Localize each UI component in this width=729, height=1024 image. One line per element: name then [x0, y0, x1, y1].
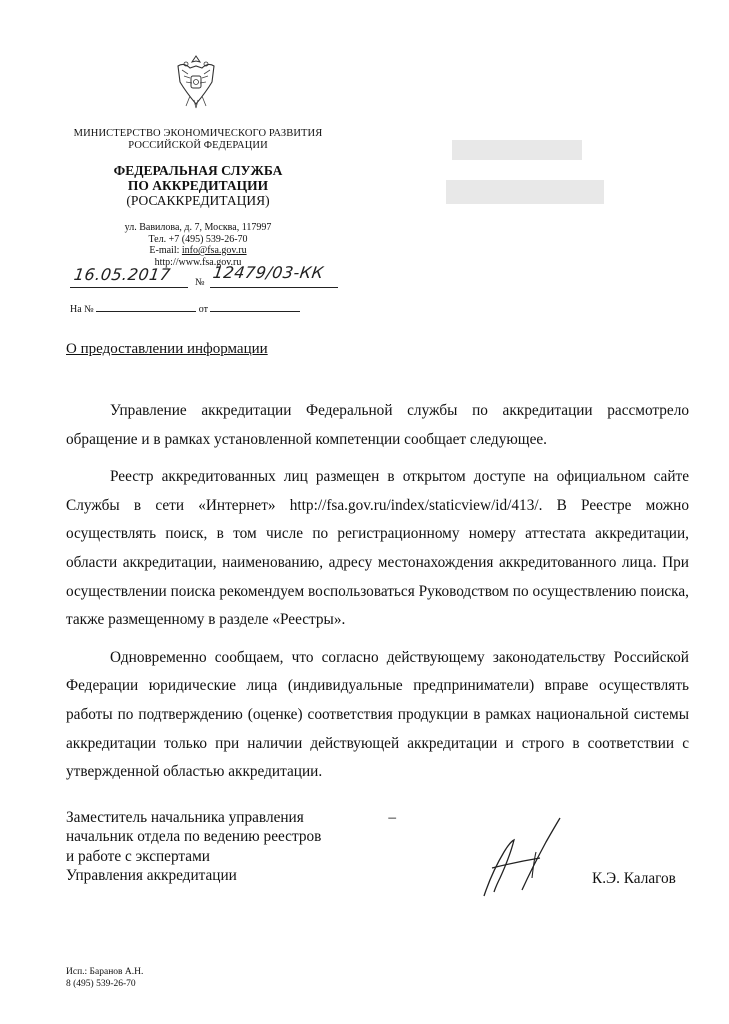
position-line-4: Управления аккредитации — [66, 866, 237, 884]
body-paragraph: Одновременно сообщаем, что согласно действующему законодательству Российской Федерации юридические лица (индивидуальные предприниматели) вправе осуществлять работы по подтверждению (оценке) соответствия продукции в рамках национальной системы аккредитации только при наличии действующей аккредитации и строго в соответствии с утвержденной областью аккредитации. — [66, 648, 689, 781]
letter-subject: О предоставлении информации — [66, 341, 268, 357]
executor-info — [66, 966, 143, 990]
email-line — [92, 245, 304, 257]
body-paragraph: Реестр аккредитованных лиц размещен в открытом доступе на официальном сайте Службы в сети «Интернет» http://fsa.gov.ru/index/staticview/id/413/. В Реестре можно осуществлять поиск, в том числе по регистрационному номеру аттестата аккредитации, области аккредитации, наименованию, адресу местонахождения аккредитованного лица. При осуществлении поиска рекомендуем воспользоваться Руководством по осуществлению поиска, также размещенному в разделе «Реестры». — [66, 467, 689, 629]
redacted-recipient-line-2 — [446, 180, 604, 204]
letter-body — [66, 397, 689, 796]
incoming-reference — [70, 304, 340, 315]
phone: Тел. +7 (495) 539-26-70 — [148, 233, 248, 245]
postal-address: ул. Вавилова, д. 7, Москва, 117997 — [124, 222, 272, 233]
signatory-position — [66, 808, 396, 885]
number-label: № — [195, 277, 205, 288]
outgoing-reference — [70, 261, 340, 295]
outgoing-date: 16.05.2017 — [72, 265, 172, 284]
email-link[interactable]: info@fsa.gov.ru — [181, 245, 247, 256]
service-line-1: ФЕДЕРАЛЬНАЯ СЛУЖБА — [113, 163, 283, 178]
ministry-name — [62, 128, 334, 152]
email-label: E-mail: — [149, 245, 182, 256]
executor-name: Исп.: Баранов А.Н. — [66, 967, 144, 977]
date-underline — [70, 287, 188, 288]
service-short-name: (РОСАККРЕДИТАЦИЯ) — [126, 193, 270, 208]
ministry-line-2: РОССИЙСКОЙ ФЕДЕРАЦИИ — [128, 140, 268, 151]
signer-name: К.Э. Калагов — [592, 870, 676, 887]
na-label: На № — [70, 304, 94, 315]
service-line-2: ПО АККРЕДИТАЦИИ — [127, 178, 269, 193]
number-underline — [210, 287, 338, 288]
redacted-recipient-line-1 — [452, 140, 582, 160]
body-paragraph: Управление аккредитации Федеральной службы по аккредитации рассмотрело обращение и в рамках установленной компетенции сообщает следующее. — [66, 402, 689, 448]
outgoing-number: 12479/03-КК — [211, 263, 325, 282]
position-dash: – — [388, 809, 396, 826]
ot-blank — [210, 311, 300, 312]
service-name — [92, 163, 304, 208]
position-line-3: и работе с экспертами — [66, 847, 210, 865]
coat-of-arms-icon — [172, 52, 220, 112]
handwritten-signature — [470, 812, 580, 902]
ot-label: от — [198, 304, 208, 315]
position-line-1 — [66, 808, 396, 827]
na-blank — [96, 311, 196, 312]
ministry-line-1: МИНИСТЕРСТВО ЭКОНОМИЧЕСКОГО РАЗВИТИЯ — [73, 128, 323, 139]
position-line-1-text: Заместитель начальника управления — [66, 809, 304, 826]
position-line-2: начальник отдела по ведению реестров — [66, 828, 322, 846]
website-link[interactable]: http://www.fsa.gov.ru — [154, 256, 242, 268]
executor-phone: 8 (495) 539-26-70 — [66, 979, 136, 989]
